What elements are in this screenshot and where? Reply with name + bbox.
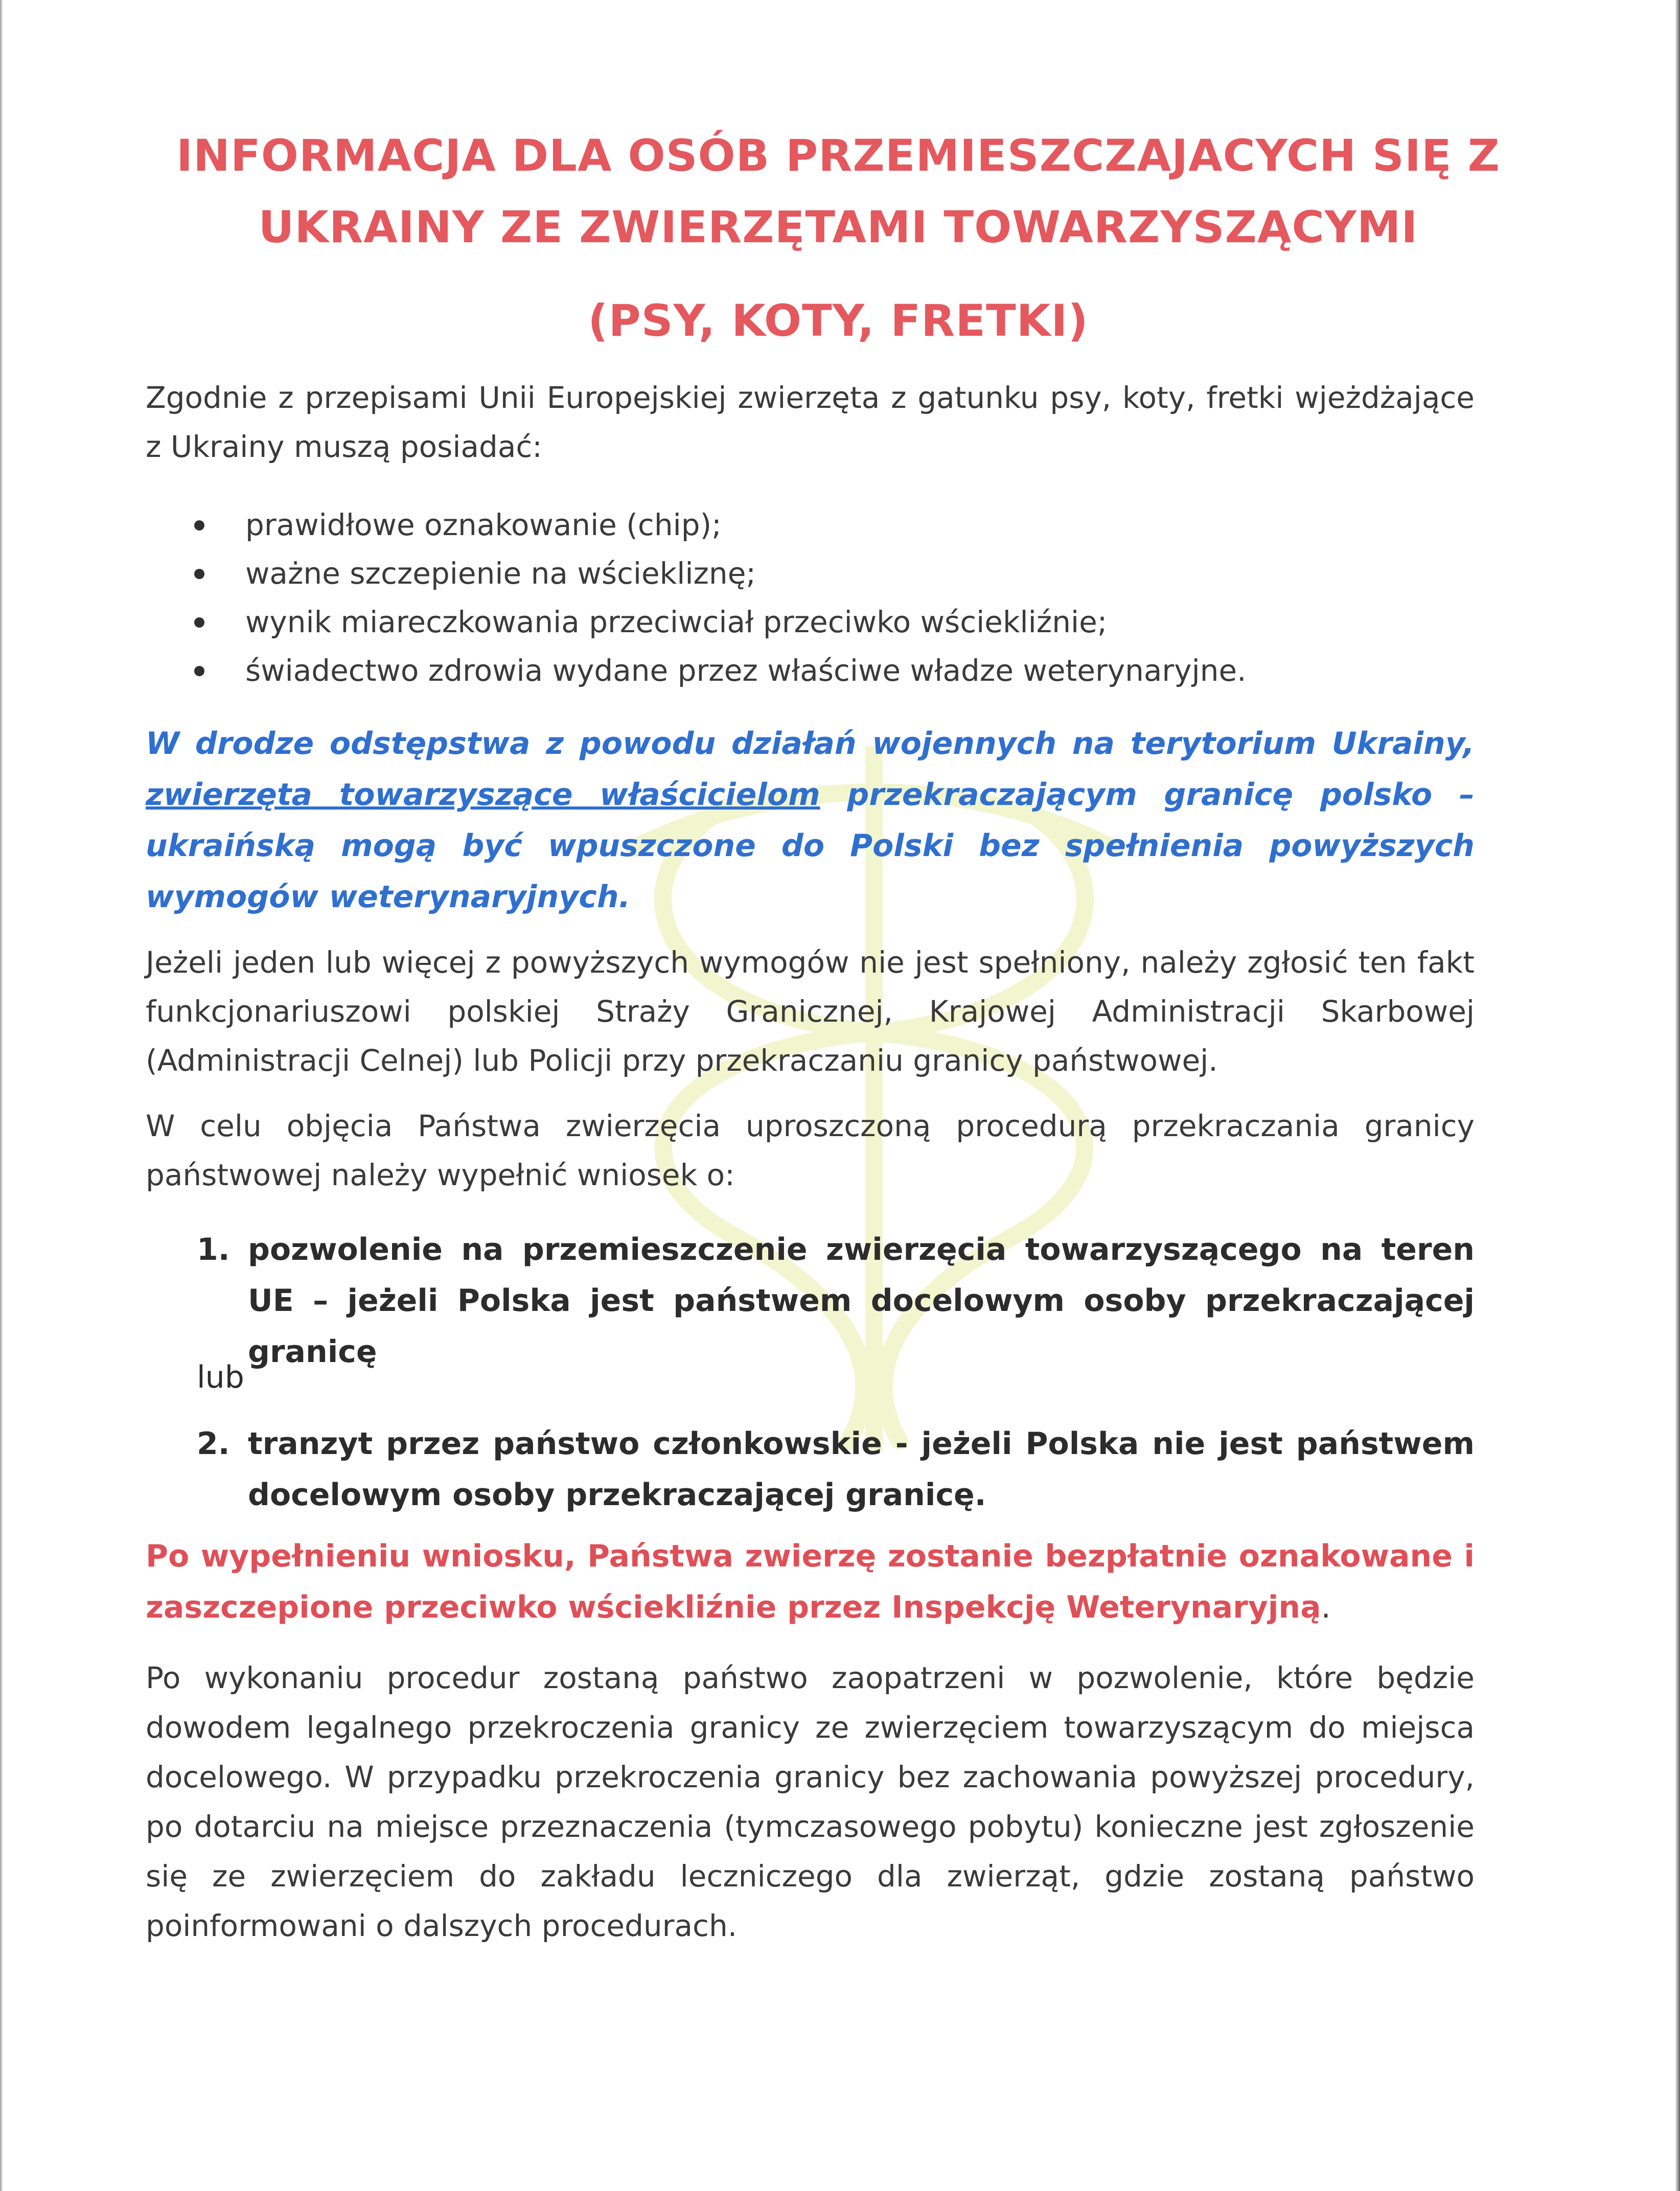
requirement-item: prawidłowe oznakowanie (chip); bbox=[194, 501, 1472, 549]
scan-edge-right bbox=[1675, 0, 1680, 2191]
report-paragraph: Jeżeli jeden lub więcej z powyższych wymogów nie jest spełniony, należy zgłosić ten fakt funkcjonariuszowi polskiej Straży Granicznej, Krajowej Administracji Skarbowej (Administracji Celnej) lub Policji przy przekraczaniu granicy państwowej. bbox=[146, 945, 1475, 1078]
bullet-dot-icon bbox=[194, 617, 204, 628]
option-1 bbox=[197, 1224, 1475, 1377]
bullet-dot-icon bbox=[194, 666, 204, 676]
option-text: pozwolenie na przemieszczenie zwierzęcia towarzyszącego na teren UE – jeżeli Polska jest państwem docelowym osoby przekraczającej granicę bbox=[248, 1232, 1475, 1370]
intro-paragraph: Zgodnie z przepisami Unii Europejskiej zwierzęta z gatunku psy, koty, fretki wjeżdżające z Ukrainy muszą posiadać: bbox=[146, 380, 1475, 464]
option-2 bbox=[197, 1418, 1475, 1520]
bullet-dot-icon bbox=[194, 569, 204, 579]
scan-edge-left bbox=[0, 0, 3, 2191]
final-paragraph: Po wykonaniu procedur zostaną państwo zaopatrzeni w pozwolenie, które będzie dowodem legalnego przekroczenia granicy ze zwierzęciem towarzyszącym do miejsca docelowego. W przypadku przekroczenia granicy bez zachowania powyższej procedury, po dotarciu na miejsce przeznaczenia (tymczasowego pobytu) konieczne jest zgłoszenie się ze zwierzęciem do zakładu leczniczego dla zwierząt, gdzie zostaną państwo poinformowani o dalszych procedurach. bbox=[146, 1660, 1475, 1943]
requirement-item: ważne szczepienie na wściekliznę; bbox=[194, 549, 1472, 598]
bullet-dot-icon bbox=[194, 520, 204, 531]
option-text: tranzyt przez państwo członkowskie - jeżeli Polska nie jest państwem docelowym osoby przekraczającej granicę. bbox=[248, 1426, 1475, 1513]
title-line-3: (PSY, KOTY, FRETKI) bbox=[588, 295, 1089, 347]
title-line-1: INFORMACJA DLA OSÓB PRZEMIESZCZAJACYCH SIĘ Z bbox=[176, 130, 1501, 181]
option-number: 2. bbox=[197, 1426, 230, 1462]
goal-paragraph: W celu objęcia Państwa zwierzęcia uproszczoną procedurą przekraczania granicy państwowej należy wypełnić wniosek o: bbox=[146, 1109, 1475, 1192]
requirements-list bbox=[194, 501, 1472, 695]
option-number: 1. bbox=[197, 1232, 230, 1267]
or-word: lub bbox=[197, 1359, 244, 1395]
free-service-paragraph: Po wypełnieniu wniosku, Państwa zwierzę zostanie bezpłatnie oznakowane i zaszczepione przeciwko wściekliźnie przez Inspekcję Weterynaryjną. bbox=[146, 1538, 1475, 1625]
requirement-item: wynik miareczkowania przeciwciał przeciwko wściekliźnie; bbox=[194, 598, 1472, 647]
title-line-2: UKRAINY ZE ZWIERZĘTAMI TOWARZYSZĄCYMI bbox=[258, 202, 1418, 253]
requirement-item: świadectwo zdrowia wydane przez właściwe władze weterynaryjne. bbox=[194, 647, 1472, 695]
exception-underlined-text: zwierzęta towarzyszące właścicielom bbox=[146, 777, 820, 813]
exception-paragraph: W drodze odstępstwa z powodu działań wojennych na terytorium Ukrainy, zwierzęta towarzyszące właścicielom przekraczającym granicę polsko – ukraińską mogą być wpuszczone do Polski bez spełnienia powyższych wymogów weterynaryjnych. bbox=[146, 726, 1475, 915]
